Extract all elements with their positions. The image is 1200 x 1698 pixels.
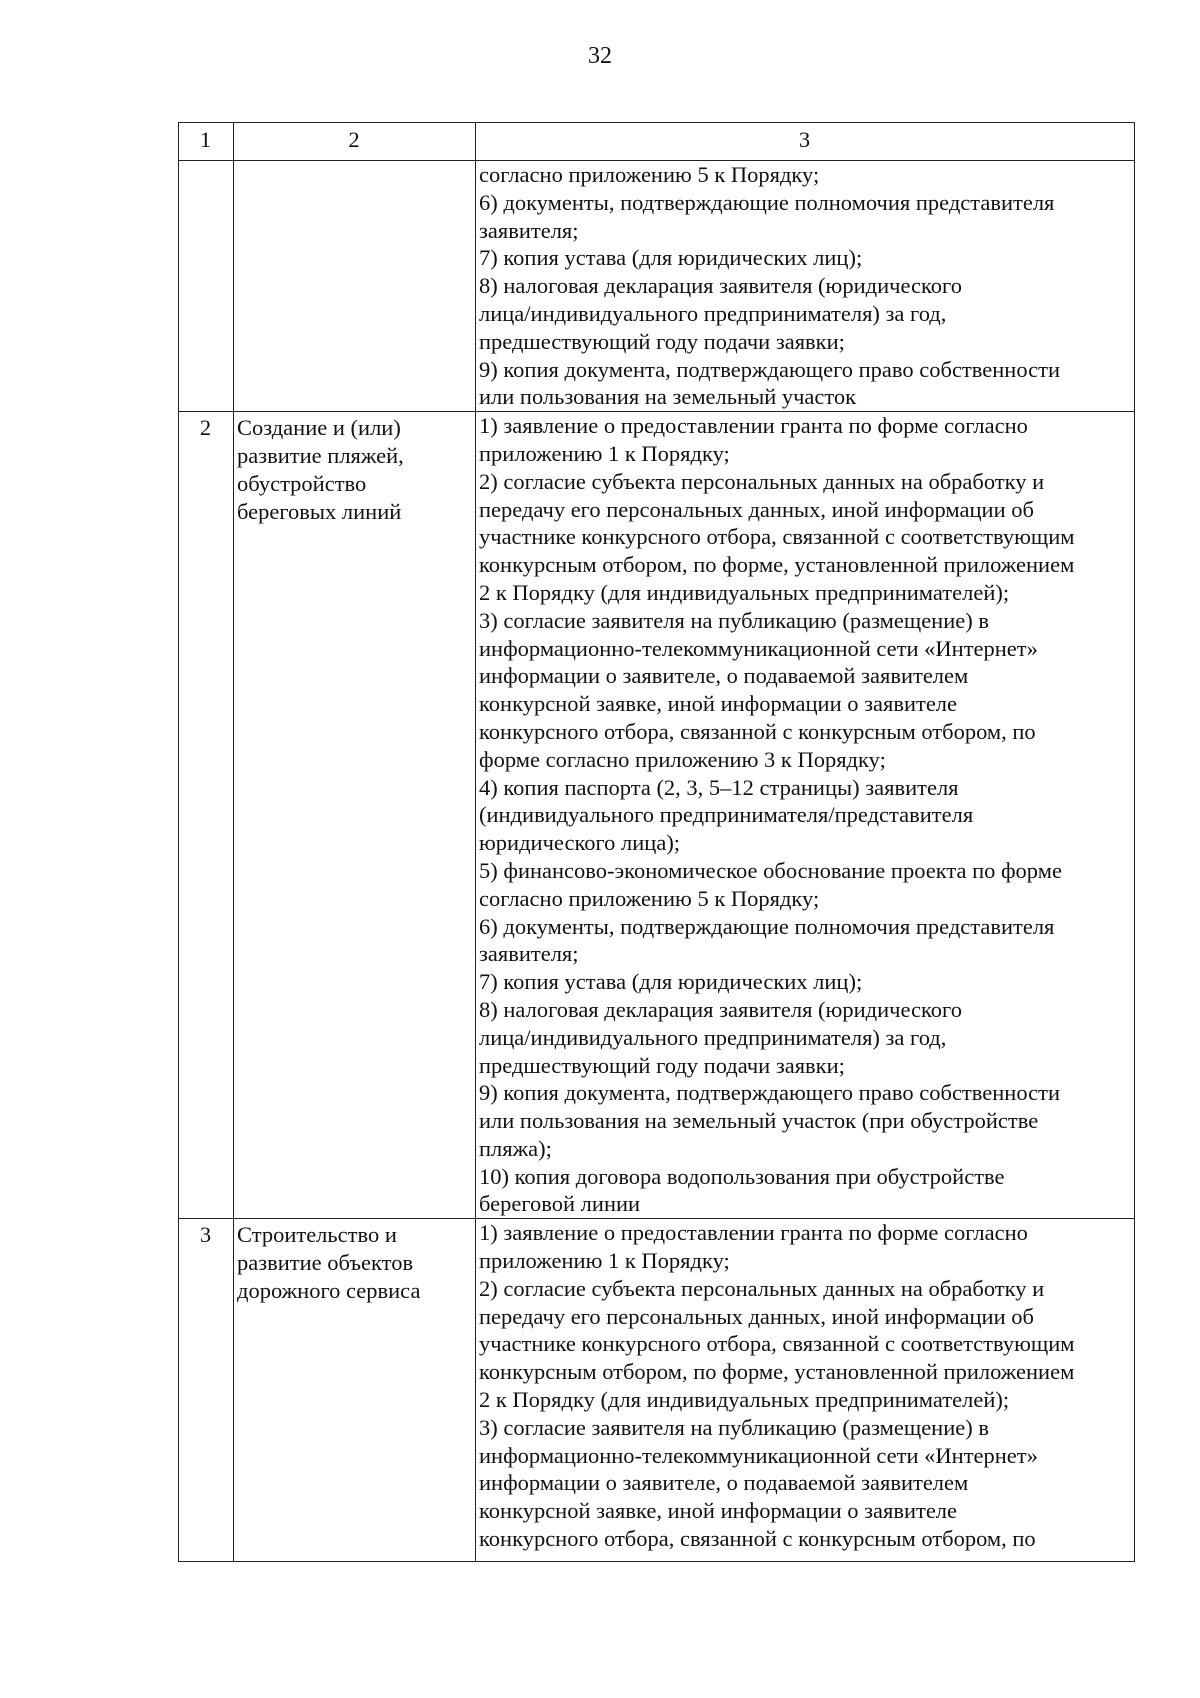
documents-list-line: конкурсного отбора, связанной с конкурсным отбором, по: [479, 718, 1036, 744]
documents-list-line: участнике конкурсного отбора, связанной с соответствующим: [479, 524, 1075, 550]
documents-list-line: пляжа);: [479, 1135, 552, 1161]
documents-list-line: участнике конкурсного отбора, связанной с соответствующим: [479, 1331, 1075, 1357]
documents-list-line: 3) согласие заявителя на публикацию (размещение) в: [479, 1414, 989, 1440]
documents-list-line: 9) копия документа, подтверждающего право собственности: [479, 1080, 1060, 1106]
header-cell-1: 1: [179, 123, 234, 161]
direction-name-line: Строительство и: [237, 1222, 397, 1248]
documents-list-line: 6) документы, подтверждающие полномочия представителя: [479, 189, 1055, 215]
table-row: [179, 1219, 1135, 1562]
documents-list-line: заявителя;: [479, 217, 579, 243]
document-table: [178, 122, 1135, 1562]
table-row: [179, 412, 1135, 1219]
documents-list-line: передачу его персональных данных, иной информации об: [479, 1303, 1034, 1329]
documents-list-line: 7) копия устава (для юридических лиц);: [479, 969, 863, 995]
documents-list-line: информации о заявителе, о подаваемой заявителем: [479, 1470, 969, 1496]
documents-list-line: предшествующий году подачи заявки;: [479, 1052, 845, 1078]
page-number: 32: [588, 43, 612, 69]
documents-list-line: 5) финансово-экономическое обоснование проекта по форме: [479, 857, 1062, 883]
direction-name-line: развитие объектов: [237, 1250, 414, 1276]
documents-list-line: приложению 1 к Порядку;: [479, 440, 730, 466]
documents-list-line: 1) заявление о предоставлении гранта по форме согласно: [479, 413, 1028, 439]
row-number-cell: 2: [179, 412, 234, 1219]
direction-name-line: дорожного сервиса: [237, 1277, 421, 1303]
documents-list-line: береговой линии: [479, 1191, 641, 1217]
documents-list-line: 10) копия договора водопользования при обустройстве: [479, 1163, 1005, 1189]
documents-list-line: лица/индивидуального предпринимателя) за год,: [479, 1024, 947, 1050]
documents-list-cell: [476, 1219, 1135, 1562]
documents-list-line: 3) согласие заявителя на публикацию (размещение) в: [479, 607, 989, 633]
documents-list-line: согласно приложению 5 к Порядку;: [479, 885, 820, 911]
direction-name-line: Создание и (или): [237, 415, 401, 441]
documents-list-cell: [476, 161, 1135, 412]
header-cell-2: 2: [234, 123, 476, 161]
documents-list-line: 9) копия документа, подтверждающего право собственности: [479, 356, 1060, 382]
documents-list-line: юридического лица);: [479, 830, 681, 856]
documents-list-line: конкурсным отбором, по форме, установленной приложением: [479, 1359, 1075, 1385]
documents-list-cell: [476, 412, 1135, 1219]
documents-list-line: информационно-телекоммуникационной сети «Интернет»: [479, 1442, 1038, 1468]
row-number-cell: [179, 161, 234, 412]
documents-list-line: передачу его персональных данных, иной информации об: [479, 496, 1034, 522]
row-number-cell: 3: [179, 1219, 234, 1562]
table-header-row: [179, 123, 1135, 161]
documents-list-line: конкурсной заявке, иной информации о заявителе: [479, 691, 958, 717]
documents-list-line: форме согласно приложению 3 к Порядку;: [479, 746, 886, 772]
table-row: [179, 161, 1135, 412]
documents-list-line: предшествующий году подачи заявки;: [479, 328, 845, 354]
direction-name-line: обустройство: [237, 470, 367, 496]
documents-list-line: лица/индивидуального предпринимателя) за год,: [479, 300, 947, 326]
documents-list-line: информации о заявителе, о подаваемой заявителем: [479, 663, 969, 689]
documents-list-line: или пользования на земельный участок: [479, 384, 857, 410]
direction-name-cell: [234, 412, 476, 1219]
documents-list-line: конкурсным отбором, по форме, установленной приложением: [479, 552, 1075, 578]
direction-name-cell: [234, 1219, 476, 1562]
documents-list-line: приложению 1 к Порядку;: [479, 1248, 730, 1274]
documents-list-line: или пользования на земельный участок (при обустройстве: [479, 1108, 1039, 1134]
documents-list-line: 4) копия паспорта (2, 3, 5–12 страницы) заявителя: [479, 774, 959, 800]
documents-list-line: 2) согласие субъекта персональных данных на обработку и: [479, 1275, 1045, 1301]
documents-list-line: заявителя;: [479, 941, 579, 967]
documents-list-line: (индивидуального предпринимателя/представителя: [479, 802, 974, 828]
direction-name-line: береговых линий: [237, 498, 402, 524]
documents-list-line: 2 к Порядку (для индивидуальных предпринимателей);: [479, 1387, 1010, 1413]
documents-list-line: информационно-телекоммуникационной сети «Интернет»: [479, 635, 1038, 661]
direction-name-cell: [234, 161, 476, 412]
documents-list-line: конкурсного отбора, связанной с конкурсным отбором, по: [479, 1526, 1036, 1552]
documents-list-line: 6) документы, подтверждающие полномочия представителя: [479, 913, 1055, 939]
documents-list-line: 7) копия устава (для юридических лиц);: [479, 245, 863, 271]
header-cell-3: 3: [476, 123, 1135, 161]
documents-list-line: согласно приложению 5 к Порядку;: [479, 162, 820, 187]
documents-list-line: 2 к Порядку (для индивидуальных предпринимателей);: [479, 579, 1010, 605]
documents-list-line: 8) налоговая декларация заявителя (юридического: [479, 996, 962, 1022]
documents-list-line: 1) заявление о предоставлении гранта по форме согласно: [479, 1220, 1028, 1246]
documents-list-line: конкурсной заявке, иной информации о заявителе: [479, 1498, 958, 1524]
documents-list-line: 8) налоговая декларация заявителя (юридического: [479, 273, 962, 299]
documents-list-line: 2) согласие субъекта персональных данных на обработку и: [479, 468, 1045, 494]
direction-name-line: развитие пляжей,: [237, 442, 404, 468]
